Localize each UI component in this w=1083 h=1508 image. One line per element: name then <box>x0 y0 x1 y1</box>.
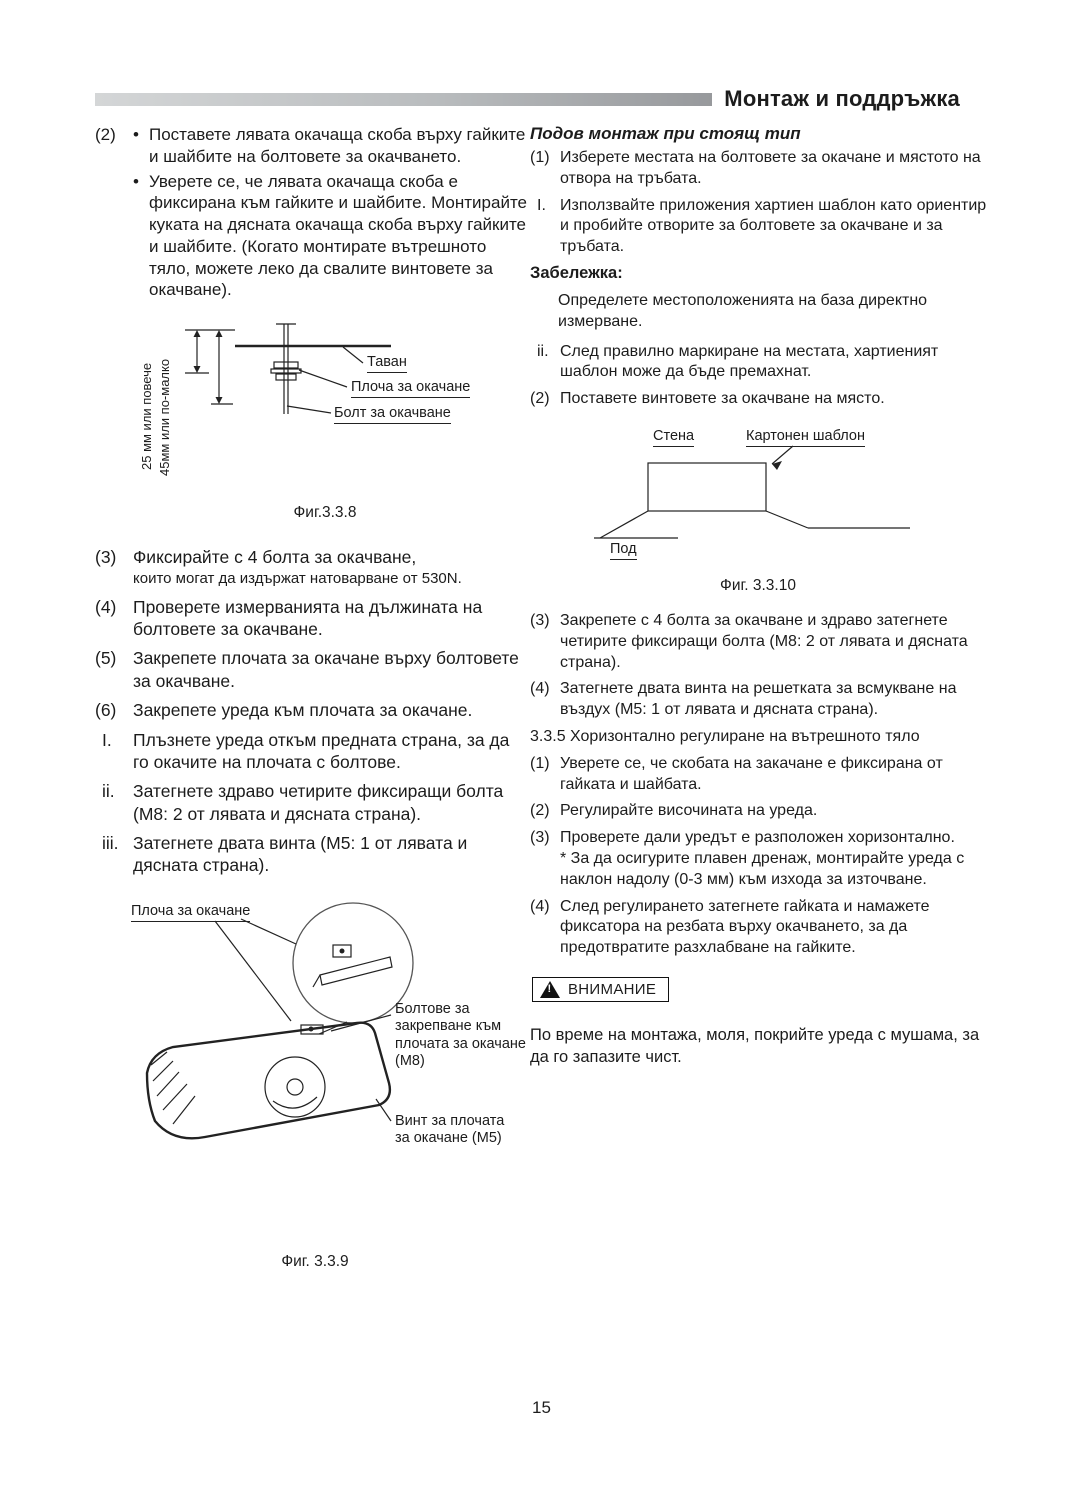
closing-paragraph: По време на монтажа, моля, покрийте уреда с мушама, за да го запазите чист. <box>530 1025 980 1067</box>
label-hanging-bolt: Болт за окачване <box>334 405 451 424</box>
spacer <box>530 595 992 611</box>
fig338-caption: Фиг.3.3.8 <box>293 504 357 521</box>
item-text-main: Проверете дали уредът е разположен хоризонтално. <box>560 829 955 847</box>
item-marker: I. <box>102 729 112 750</box>
label-leaders <box>215 919 391 1121</box>
column-right <box>530 124 992 1068</box>
fig339-caption: Фиг. 3.3.9 <box>281 1252 349 1270</box>
warning-label: ВНИМАНИЕ <box>568 980 657 998</box>
warning-icon <box>540 981 560 998</box>
item-marker: iii. <box>102 833 119 854</box>
item-marker: I. <box>537 196 546 214</box>
dimension-lines <box>185 330 235 404</box>
label-hanging-plate: Плоча за окачане <box>351 379 470 398</box>
list-item-6 <box>95 699 527 721</box>
item-text: Проверете измерванията на дължината на болтовете за окачване. <box>133 596 483 639</box>
warning-box <box>532 977 669 1002</box>
left-steps <box>95 546 527 877</box>
page-header <box>95 86 960 112</box>
bullet-glyph: • <box>133 171 139 191</box>
list-item-iii <box>95 832 527 877</box>
item-text: Затегнете двата винта (M5: 1 от лявата и дясната страна). <box>133 833 468 876</box>
dim-label-25mm: 25 мм или повече <box>139 362 154 470</box>
list-item-3 <box>95 546 527 589</box>
figure-3-3-9 <box>95 895 535 1271</box>
item-text-sub: които могат да издържат натоварване от 530N. <box>133 570 462 588</box>
item-text: Закрепете уреда към плочата за окачане. <box>133 700 473 721</box>
label-cardboard-template: Картонен шаблон <box>746 428 865 447</box>
fig338-drawing <box>135 318 515 490</box>
item-text: Затегнете двата винта на решетката за всмукване на въздух (M5: 1 от лявата и дясната страна). <box>560 680 957 719</box>
item-text: Закрепете с 4 болта за окачване и здраво затегнете четирите фиксиращи болта (M8: 2 от лявата и дясната страна). <box>560 611 968 671</box>
bullet-row <box>133 124 527 168</box>
item-marker: ii. <box>102 781 115 802</box>
figure-3-3-8 <box>135 318 515 522</box>
note-text: Определете местоположенията на база директно измерване. <box>558 291 928 330</box>
bullet-row <box>133 171 527 302</box>
list-item-4 <box>95 596 527 641</box>
item-text: След регулирането затегнете гайката и намажете фиксатора на резбата върху окачването, за да предотвратите разхлабване на гайките. <box>560 897 930 957</box>
warning-icon-glyph: ! <box>547 983 552 996</box>
item-marker: (4) <box>530 680 550 698</box>
column-left <box>95 124 527 1271</box>
item-marker: (3) <box>530 611 550 629</box>
figure-3-3-10 <box>558 428 958 595</box>
list-item-ii <box>95 780 527 825</box>
item-text-note: * За да осигурите плавен дренаж, монтирайте уреда с наклон надолу (0-3 мм) към изхода за източване. <box>560 849 965 888</box>
label-hanging-plate: Плоча за окачане <box>131 903 250 922</box>
item-text: Плъзнете уреда откъм предната страна, за да го окачите на плочата с болтове. <box>133 729 510 772</box>
item-bullets <box>133 124 527 304</box>
list-item-4 <box>530 679 992 721</box>
item-marker: (3) <box>530 829 550 847</box>
dim-label-45mm: 45мм или по-малко <box>157 358 172 476</box>
page-number: 15 <box>532 1398 551 1417</box>
fig3310-caption: Фиг. 3.3.10 <box>720 576 796 594</box>
label-wall: Стена <box>653 428 694 447</box>
item-text: Затегнете здраво четирите фиксиращи болта (M8: 2 от лявата и дясната страна). <box>133 781 504 824</box>
section-heading-3-3-5: 3.3.5 Хоризонтално регулиране на вътрешното тяло <box>530 727 920 745</box>
item-marker: (1) <box>530 149 550 166</box>
list-item-2 <box>530 389 992 410</box>
item-text: Изберете местата на болтовете за окачане и мястото на отвора на тръбата. <box>560 149 981 187</box>
indoor-unit-body <box>147 1023 390 1139</box>
page-title: Монтаж и поддръжка <box>724 86 960 111</box>
list-item-ii <box>530 342 992 384</box>
template-drawing <box>594 446 910 538</box>
list-item-h4 <box>530 897 992 959</box>
list-item-5 <box>95 647 527 692</box>
note-label: Забележка: <box>530 263 623 282</box>
item-marker: (6) <box>95 700 117 721</box>
label-plate-screw-m5: Винт за плочата за окачане (M5) <box>395 1112 505 1147</box>
item-marker: (2) <box>95 125 116 144</box>
list-item-1 <box>530 148 992 190</box>
label-fixing-bolts-m8: Болтове за закрепване към плочата за окачане (M8) <box>395 1000 526 1070</box>
item-marker: (2) <box>530 802 550 820</box>
item-text <box>560 828 992 890</box>
list-item-I <box>95 729 527 774</box>
list-item-2 <box>95 124 527 304</box>
item-marker: (1) <box>530 754 550 772</box>
item-text: Закрепете плочата за окачане върху болтовете за окачване. <box>133 648 519 691</box>
item-marker: (3) <box>95 547 117 567</box>
item-text: Регулирайте височината на уреда. <box>560 802 818 820</box>
item-text-main: Фиксирайте с 4 болта за окачване, <box>133 547 417 567</box>
section-heading-floor-mount: Подов монтаж при стоящ тип <box>530 124 801 143</box>
header-rule <box>95 93 712 106</box>
label-floor: Под <box>610 541 637 560</box>
item-marker: ii. <box>537 342 549 360</box>
item-text: Поставете лявата окачаща скоба върху гайките и шайбите на болтовете за окачването. <box>149 125 526 166</box>
item-marker: (4) <box>95 596 117 617</box>
list-item-h2 <box>530 801 992 822</box>
list-item-h1 <box>530 754 992 796</box>
item-marker: (4) <box>530 897 550 915</box>
item-text: След правилно маркиране на местата, хартиеният шаблон може да бъде премахнат. <box>560 342 939 381</box>
list-item-h3 <box>530 828 992 890</box>
item-text: Използвайте приложения хартиен шаблон като ориентир и пробийте отворите за болтовете за окачване и за тръбата. <box>560 196 987 256</box>
item-text: Уверете се, че скобата на закачане е фиксирана от гайката и шайбата. <box>560 754 943 793</box>
item-text: Поставете винтовете за окачване на място. <box>560 390 885 408</box>
list-item-I <box>530 196 992 258</box>
item-marker: (5) <box>95 648 117 669</box>
list-item-3 <box>530 611 992 673</box>
item-text <box>133 546 527 589</box>
bullet-glyph: • <box>133 125 139 144</box>
item-marker: (2) <box>530 390 550 408</box>
label-ceiling: Таван <box>367 354 407 373</box>
item-text: Уверете се, че лявата окачаща скоба е фиксирана към гайките и шайбите. Монтирайте куката на дясната окачаща скоба върху гайките и шайбите. (Когато монтирате вътрешното тяло, можете леко да свалите винтовете за окачване). <box>149 171 528 300</box>
